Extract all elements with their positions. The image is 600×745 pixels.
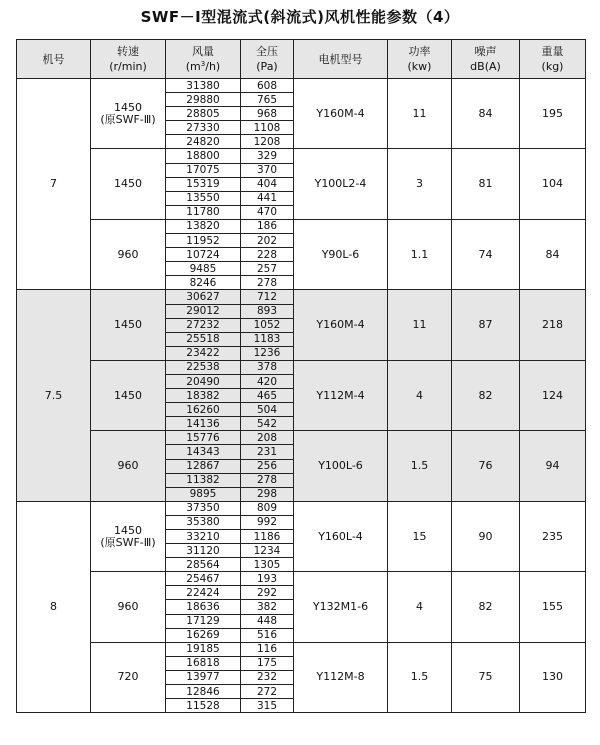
cell-airflow: 31120 (166, 544, 241, 558)
cell-power: 11 (388, 79, 452, 149)
cell-pressure: 256 (241, 459, 294, 473)
cell-power: 15 (388, 501, 452, 571)
cell-airflow: 14136 (166, 417, 241, 431)
cell-speed (91, 642, 166, 712)
cell-speed (91, 360, 166, 430)
cell-motor-model: Y132M1-6 (294, 572, 388, 642)
cell-airflow: 12846 (166, 685, 241, 699)
cell-pressure: 1236 (241, 346, 294, 360)
cell-airflow: 12867 (166, 459, 241, 473)
cell-weight: 94 (520, 431, 586, 501)
cell-pressure: 404 (241, 177, 294, 191)
cell-weight: 218 (520, 290, 586, 360)
cell-airflow: 19185 (166, 642, 241, 656)
cell-weight: 155 (520, 572, 586, 642)
cell-motor-model: Y100L2-4 (294, 149, 388, 219)
cell-pressure: 992 (241, 515, 294, 529)
header-speed: 转速 (r/min) (91, 40, 166, 79)
cell-pressure: 893 (241, 304, 294, 318)
cell-noise: 84 (452, 79, 520, 149)
header-noise: 噪声 dB(A) (452, 40, 520, 79)
cell-airflow: 11382 (166, 473, 241, 487)
cell-noise: 75 (452, 642, 520, 712)
header-motor: 电机型号 (294, 40, 388, 79)
cell-airflow: 11952 (166, 234, 241, 248)
cell-airflow: 25518 (166, 332, 241, 346)
cell-pressure: 278 (241, 276, 294, 290)
cell-power: 3 (388, 149, 452, 219)
cell-motor-model: Y160L-4 (294, 501, 388, 571)
cell-airflow: 24820 (166, 135, 241, 149)
cell-airflow: 37350 (166, 501, 241, 515)
header-weight: 重量 (kg) (520, 40, 586, 79)
cell-pressure: 378 (241, 360, 294, 374)
cell-airflow: 20490 (166, 374, 241, 388)
cell-weight: 130 (520, 642, 586, 712)
cell-motor-model: Y90L-6 (294, 219, 388, 289)
cell-pressure: 298 (241, 487, 294, 501)
speed-line: 1450 (114, 318, 142, 332)
cell-speed (91, 572, 166, 642)
cell-machine-number: 8 (17, 501, 91, 712)
cell-airflow: 15319 (166, 177, 241, 191)
cell-pressure: 1108 (241, 121, 294, 135)
speed-line: 960 (117, 600, 139, 614)
table-body (17, 79, 586, 713)
cell-pressure: 292 (241, 586, 294, 600)
cell-noise: 90 (452, 501, 520, 571)
speed-line: 960 (117, 459, 139, 473)
cell-weight: 84 (520, 219, 586, 289)
cell-pressure: 116 (241, 642, 294, 656)
cell-pressure: 228 (241, 248, 294, 262)
cell-speed (91, 290, 166, 360)
cell-power: 1.1 (388, 219, 452, 289)
cell-noise: 87 (452, 290, 520, 360)
cell-airflow: 11780 (166, 205, 241, 219)
cell-motor-model: Y112M-4 (294, 360, 388, 430)
cell-pressure: 1234 (241, 544, 294, 558)
cell-pressure: 202 (241, 234, 294, 248)
cell-noise: 82 (452, 360, 520, 430)
speed-line: 720 (117, 670, 139, 684)
speed-line: 1450 (114, 388, 142, 402)
cell-airflow: 11528 (166, 699, 241, 713)
cell-weight: 235 (520, 501, 586, 571)
cell-airflow: 23422 (166, 346, 241, 360)
cell-speed (91, 149, 166, 219)
table-row (17, 79, 586, 93)
cell-pressure: 516 (241, 628, 294, 642)
cell-airflow: 14343 (166, 445, 241, 459)
cell-airflow: 25467 (166, 572, 241, 586)
cell-airflow: 9895 (166, 487, 241, 501)
cell-pressure: 1183 (241, 332, 294, 346)
speed-line: 960 (117, 247, 139, 261)
table-row (17, 360, 586, 374)
table-row (17, 219, 586, 233)
cell-noise: 82 (452, 572, 520, 642)
cell-airflow: 28805 (166, 107, 241, 121)
cell-airflow: 13820 (166, 219, 241, 233)
cell-airflow: 18800 (166, 149, 241, 163)
cell-pressure: 712 (241, 290, 294, 304)
cell-weight: 124 (520, 360, 586, 430)
cell-motor-model: Y160M-4 (294, 79, 388, 149)
cell-pressure: 257 (241, 262, 294, 276)
cell-airflow: 35380 (166, 515, 241, 529)
cell-pressure: 470 (241, 205, 294, 219)
cell-weight: 195 (520, 79, 586, 149)
cell-airflow: 9485 (166, 262, 241, 276)
cell-airflow: 13977 (166, 670, 241, 684)
table-row (17, 149, 586, 163)
cell-noise: 74 (452, 219, 520, 289)
cell-motor-model: Y160M-4 (294, 290, 388, 360)
cell-pressure: 504 (241, 403, 294, 417)
cell-power: 4 (388, 360, 452, 430)
table-row (17, 290, 586, 304)
cell-pressure: 193 (241, 572, 294, 586)
cell-motor-model: Y112M-8 (294, 642, 388, 712)
cell-power: 4 (388, 572, 452, 642)
cell-airflow: 29012 (166, 304, 241, 318)
speed-line: 1450 (114, 100, 142, 114)
cell-motor-model: Y100L-6 (294, 431, 388, 501)
cell-power: 11 (388, 290, 452, 360)
cell-airflow: 30627 (166, 290, 241, 304)
cell-airflow: 31380 (166, 79, 241, 93)
cell-airflow: 13550 (166, 191, 241, 205)
table-row (17, 572, 586, 586)
cell-machine-number: 7 (17, 79, 91, 290)
speed-line: (原SWF-Ⅲ) (100, 535, 156, 549)
page-title: SWF－Ⅰ型混流式(斜流式)风机性能参数（4） (140, 8, 460, 26)
cell-machine-number: 7.5 (17, 290, 91, 501)
cell-pressure: 329 (241, 149, 294, 163)
cell-pressure: 1186 (241, 530, 294, 544)
cell-airflow: 17075 (166, 163, 241, 177)
speed-line: 1450 (114, 177, 142, 191)
cell-noise: 81 (452, 149, 520, 219)
cell-airflow: 16269 (166, 628, 241, 642)
cell-pressure: 448 (241, 614, 294, 628)
cell-pressure: 208 (241, 431, 294, 445)
cell-pressure: 1305 (241, 558, 294, 572)
cell-speed (91, 219, 166, 289)
cell-airflow: 33210 (166, 530, 241, 544)
performance-table (16, 39, 586, 713)
cell-pressure: 441 (241, 191, 294, 205)
cell-pressure: 1208 (241, 135, 294, 149)
cell-pressure: 232 (241, 670, 294, 684)
cell-airflow: 15776 (166, 431, 241, 445)
table-row (17, 642, 586, 656)
speed-line: (原SWF-Ⅲ) (100, 112, 156, 126)
cell-airflow: 27232 (166, 318, 241, 332)
table-row (17, 501, 586, 515)
cell-speed (91, 79, 166, 149)
cell-airflow: 18636 (166, 600, 241, 614)
cell-pressure: 370 (241, 163, 294, 177)
header-row (17, 40, 586, 79)
cell-pressure: 175 (241, 656, 294, 670)
header-pressure: 全压 (Pa) (241, 40, 294, 79)
cell-airflow: 10724 (166, 248, 241, 262)
cell-pressure: 272 (241, 685, 294, 699)
cell-power: 1.5 (388, 642, 452, 712)
cell-speed (91, 431, 166, 501)
cell-airflow: 22538 (166, 360, 241, 374)
cell-pressure: 968 (241, 107, 294, 121)
cell-airflow: 22424 (166, 586, 241, 600)
cell-noise: 76 (452, 431, 520, 501)
cell-weight: 104 (520, 149, 586, 219)
cell-airflow: 16260 (166, 403, 241, 417)
cell-airflow: 27330 (166, 121, 241, 135)
cell-pressure: 420 (241, 374, 294, 388)
cell-pressure: 809 (241, 501, 294, 515)
cell-pressure: 382 (241, 600, 294, 614)
cell-airflow: 17129 (166, 614, 241, 628)
cell-pressure: 231 (241, 445, 294, 459)
cell-airflow: 8246 (166, 276, 241, 290)
cell-airflow: 18382 (166, 389, 241, 403)
cell-airflow: 28564 (166, 558, 241, 572)
cell-speed (91, 501, 166, 571)
cell-pressure: 186 (241, 219, 294, 233)
cell-pressure: 1052 (241, 318, 294, 332)
cell-airflow: 16818 (166, 656, 241, 670)
cell-pressure: 608 (241, 79, 294, 93)
cell-pressure: 542 (241, 417, 294, 431)
speed-line: 1450 (114, 523, 142, 537)
header-model: 机号 (17, 40, 91, 79)
cell-pressure: 465 (241, 389, 294, 403)
table-row (17, 431, 586, 445)
cell-pressure: 765 (241, 93, 294, 107)
header-power: 功率 (kw) (388, 40, 452, 79)
cell-power: 1.5 (388, 431, 452, 501)
header-airflow: 风量 $(m^3/h)$ (166, 40, 241, 79)
cell-pressure: 278 (241, 473, 294, 487)
cell-airflow: 29880 (166, 93, 241, 107)
cell-pressure: 315 (241, 699, 294, 713)
